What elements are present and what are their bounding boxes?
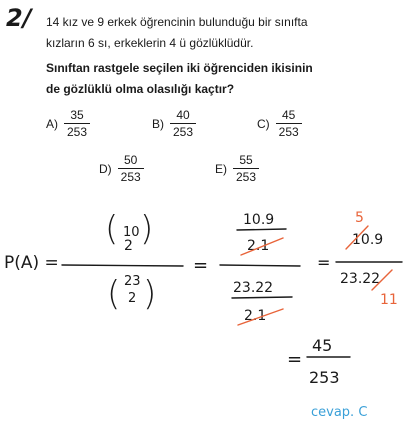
answer-note: cevap. C xyxy=(311,405,368,420)
equals-2: = xyxy=(317,253,331,272)
option-denominator: 253 xyxy=(120,170,141,184)
question-line-1: 14 kız ve 9 erkek öğrencinin bulunduğu bir sınıfta xyxy=(46,15,308,29)
option-denominator: 253 xyxy=(172,125,194,139)
frac1-top-divisor: 2.1 xyxy=(247,238,270,254)
paren-left-top: ( xyxy=(105,209,119,249)
option-letter: D) xyxy=(99,161,112,176)
option-letter: E) xyxy=(215,161,227,176)
paren-right-bottom: ) xyxy=(143,274,157,314)
result-denominator: 253 xyxy=(309,368,340,387)
comb-bottom-n: 23 xyxy=(124,274,141,289)
result-numerator: 45 xyxy=(312,336,333,355)
frac1-top-bar xyxy=(237,229,286,230)
option-letter: B) xyxy=(152,116,164,131)
pa-label: P(A) = xyxy=(4,253,59,273)
frac1-bottom-divisor: 2.1 xyxy=(244,308,267,324)
option-letter: C) xyxy=(257,116,270,131)
paren-right-top: ) xyxy=(140,209,154,249)
option-denominator: 253 xyxy=(235,170,257,184)
comb-bottom-k: 2 xyxy=(128,291,137,306)
equals-1: = xyxy=(193,255,209,276)
frac1-bottom-bar xyxy=(232,297,292,298)
frac2-bottom-expr: 23.22 xyxy=(340,271,381,287)
option-numerator: 45 xyxy=(281,108,296,122)
question-line-3: Sınıftan rastgele seçilen iki öğrenciden ikisinin xyxy=(46,61,313,75)
option-letter: A) xyxy=(46,116,58,131)
red-simplified-top: 5 xyxy=(355,210,364,226)
option-numerator: 35 xyxy=(70,108,84,122)
question-line-4: de gözlüklü olma olasılığı kaçtır? xyxy=(46,82,235,96)
main-fraction-bar xyxy=(62,265,183,266)
paren-left-bottom: ( xyxy=(107,274,121,314)
frac1-top-expr: 10.9 xyxy=(243,212,275,228)
equals-3: = xyxy=(287,349,303,370)
option-numerator: 55 xyxy=(239,153,253,167)
option-denominator: 253 xyxy=(278,125,299,139)
comb-top-k: 2 xyxy=(124,238,133,254)
frac1-bottom-expr: 23.22 xyxy=(233,280,274,296)
question-number: 2/ xyxy=(6,4,32,32)
option-denominator: 253 xyxy=(66,125,88,139)
option-numerator: 40 xyxy=(176,108,190,122)
red-simplified-bottom: 11 xyxy=(380,292,398,308)
question-line-2: kızların 6 sı, erkeklerin 4 ü gözlüklüdür. xyxy=(46,36,254,50)
frac1-main-bar xyxy=(220,265,300,266)
frac2-top-expr: 10.9 xyxy=(352,232,384,248)
option-numerator: 50 xyxy=(123,153,138,167)
comb-top-n: 10 xyxy=(123,225,140,240)
